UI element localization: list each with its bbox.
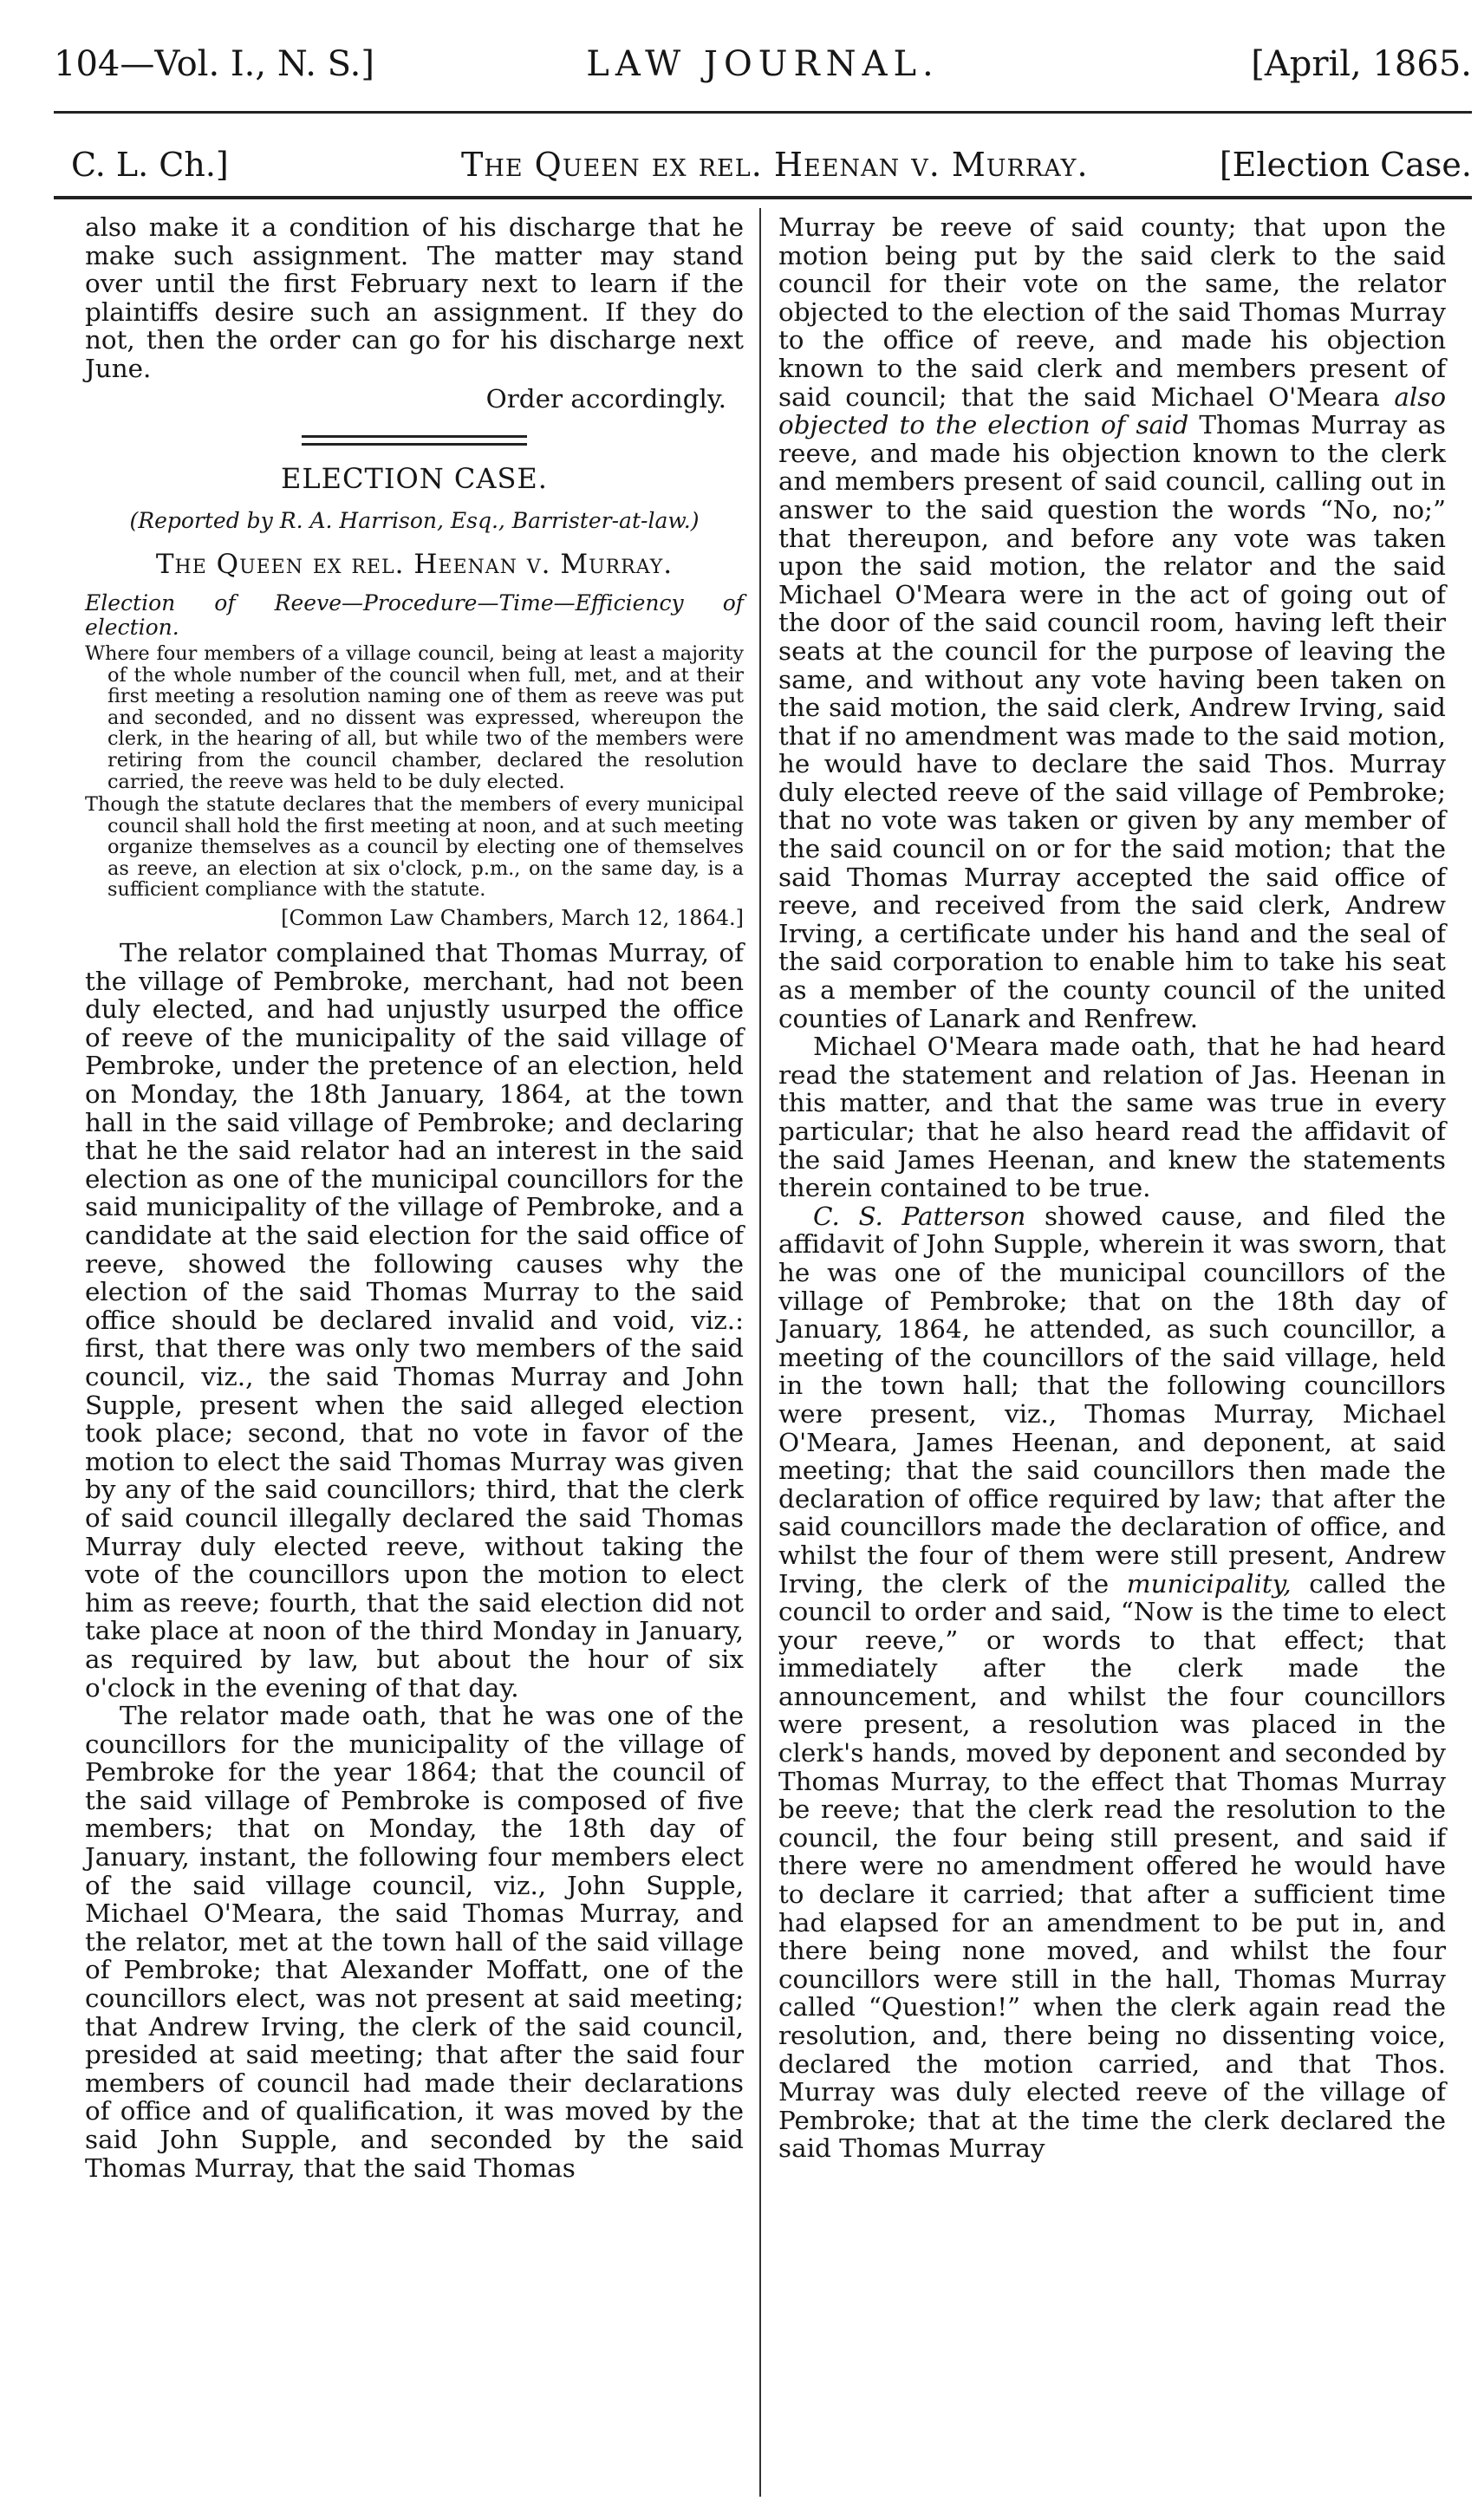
order-line: Order accordingly. — [485, 383, 726, 414]
left-column — [85, 213, 744, 2182]
body-paragraph — [778, 1202, 1446, 2163]
reporter-line: (Reported by R. A. Harrison, Esq., Barrister-at-law.) — [129, 507, 700, 533]
continuation-paragraph: also make it a condition of his discharge that he make such assignment. The matter may stand over until the first February next to learn if the plaintiffs desire such an assignment. If they do not, then the order can go for his discharge next June. — [85, 212, 744, 383]
section-title: ELECTION CASE. — [281, 462, 548, 496]
running-head — [54, 38, 1472, 90]
journal-title: LAW JOURNAL. — [586, 44, 940, 84]
subheader-rule — [54, 196, 1472, 199]
right-column — [778, 213, 1446, 2163]
case-running-title: The Queen ex rel. Heenan v. Murray. — [461, 146, 1089, 184]
case-subheader — [54, 139, 1472, 191]
case-category: [Election Case. — [1219, 146, 1472, 184]
text-run: showed cause, and filed the affidavit of John Supple, wherein it was sworn, that he was one of the municipal councillors of the village of Pembroke; that on the 18th day of January, 1864, he attended, as such councillor, a meeting of the councillors of the said village, held in the town hall; that the following councillors were present, viz., Thomas Murray, Michael O'Meara, James Heenan, and deponent, at said meeting; that the said councillors then made the declaration of office required by law; that after the said councillors made the declaration of office, and whilst the four of them were still present, Andrew Irving, the clerk of the — [778, 1201, 1447, 1599]
issue-date: [April, 1865. — [1251, 44, 1472, 84]
text-run: Thomas Murray as reeve, and made his objection known to the clerk and members present of said council, calling out in answer to the said question the words “No, no;” that thereupon, and before any vote was taken upon the said motion, the relator and the said Michael O'Meara were in the act of going out of the door of the said council room, having left their seats at the council for the purpose of leaving the same, and without any vote having been taken on the said motion, the said clerk, Andrew Irving, said that if no amendment was made to the said motion, he would have to declare the said Thos. Murray duly elected reeve of the said village of Pembroke; that no vote was taken or given by any member of the said council on or for the said motion; that the said Thomas Murray accepted the said office of reeve, and received from the said clerk, Andrew Irving, a certificate under his hand and the seal of the said corporation to enable him to take his seat as a member of the county council of the united counties of Lanark and Renfrew. — [778, 410, 1447, 1033]
court-abbrev: C. L. Ch.] — [71, 146, 229, 184]
italic-run: also objected to the election of said — [778, 381, 1447, 440]
headnote-paragraph: Where four members of a village council, being at least a majority of the whole number of the council when full, met, and at their first meeting a resolution naming one of them as reeve was put and seconded, and no dissent was expressed, whereupon the clerk, in the hearing of all, but while two of the members were retiring from the council chamber, declared the resolution carried, the reeve was held to be duly elected. — [85, 642, 744, 793]
page-volume-label: 104—Vol. I., N. S.] — [54, 44, 374, 84]
italic-run: municipality, — [1126, 1568, 1292, 1599]
headnote-topic: Election of Reeve—Procedure—Time—Efficiency of election. — [85, 589, 744, 640]
header-rule — [54, 111, 1472, 114]
section-separator — [302, 435, 527, 446]
body-paragraph — [778, 213, 1446, 1032]
counsel-name: C. S. Patterson — [813, 1201, 1026, 1231]
text-run: called the council to order and said, “Now is the time to elect your reeve,” or words to that effect; that immediately after the clerk made the announcement, and whilst the four councillors were present, a resolution was placed in the clerk's hands, moved by deponent and seconded by Thomas Murray, to the effect that Thomas Murray be reeve; that the clerk read the resolution to the council, the four being still present, and said if there were no amendment offered he would have to declare it carried; that after a sufficient time had elapsed for an amendment to be put in, and there being none moved, and whilst the four councillors were still in the hall, Thomas Murray called “Question!” when the clerk again read the resolution, and, there being no dissenting voice, declared the motion carried, and that Thos. Murray was duly elected reeve of the village of Pembroke; that at the time the clerk declared the said Thomas Murray — [778, 1568, 1447, 2164]
body-paragraph: The relator made oath, that he was one of the councillors for the municipality of the village of Pembroke for the year 1864; that the council of the said village of Pembroke is composed of five members; that on Monday, the 18th day of January, instant, the following four members elect of the said village council, viz., John Supple, Michael O'Meara, the said Thomas Murray, and the relator, met at the town hall of the said village of Pembroke; that Alexander Moffatt, one of the councillors elect, was not present at said meeting; that Andrew Irving, the clerk of the said council, presided at said meeting; that after the said four members of council had made their declarations of office and of qualification, it was moved by the said John Supple, and seconded by the said Thomas Murray, that the said Thomas — [85, 1701, 744, 2183]
body-paragraph: Michael O'Meara made oath, that he had heard read the statement and relation of Jas. Heenan in this matter, and that the same was true in every particular; that he also heard read the affidavit of the said James Heenan, and knew the statements therein contained to be true. — [778, 1032, 1446, 1203]
court-date-line: [Common Law Chambers, March 12, 1864.] — [281, 906, 744, 931]
text-run: Murray be reeve of said county; that upon the motion being put by the said clerk to the said council for their vote on the same, the relator objected to the election of the said Thomas Murray to the office of reeve, and made his objection known to the said clerk and members present of said council; that the said Michael O'Meara — [778, 212, 1446, 412]
case-title: The Queen ex rel. Heenan v. Murray. — [155, 549, 674, 581]
column-divider — [759, 208, 761, 2497]
body-paragraph: The relator complained that Thomas Murray, of the village of Pembroke, merchant, had not been duly elected, and had unjustly usurped the office of reeve of the municipality of the said village of Pembroke, under the pretence of an election, held on Monday, the 18th January, 1864, at the town hall in the said village of Pembroke; and declaring that he the said relator had an interest in the said election as one of the municipal councillors for the said municipality of the village of Pembroke, and a candidate at the said election for the said office of reeve, showed the following causes why the election of the said Thomas Murray to the said office should be declared invalid and void, viz.: first, that there was only two members of the said council, viz., the said Thomas Murray and John Supple, present when the said alleged election took place; second, that no vote in favor of the motion to elect the said Thomas Murray was given by any of the said councillors; third, that the clerk of said council illegally declared the said Thomas Murray duly elected reeve, without taking the vote of the councillors upon the motion to elect him as reeve; fourth, that the said election did not take place at noon of the third Monday in January, as required by law, but about the hour of six o'clock in the evening of that day. — [85, 938, 744, 1703]
headnote-paragraph: Though the statute declares that the members of every municipal council shall hold the first meeting at noon, and at such meeting organize themselves as a council by electing one of themselves as reeve, an election at six o'clock, p.m., on the same day, is a sufficient compliance with the statute. — [85, 793, 744, 902]
